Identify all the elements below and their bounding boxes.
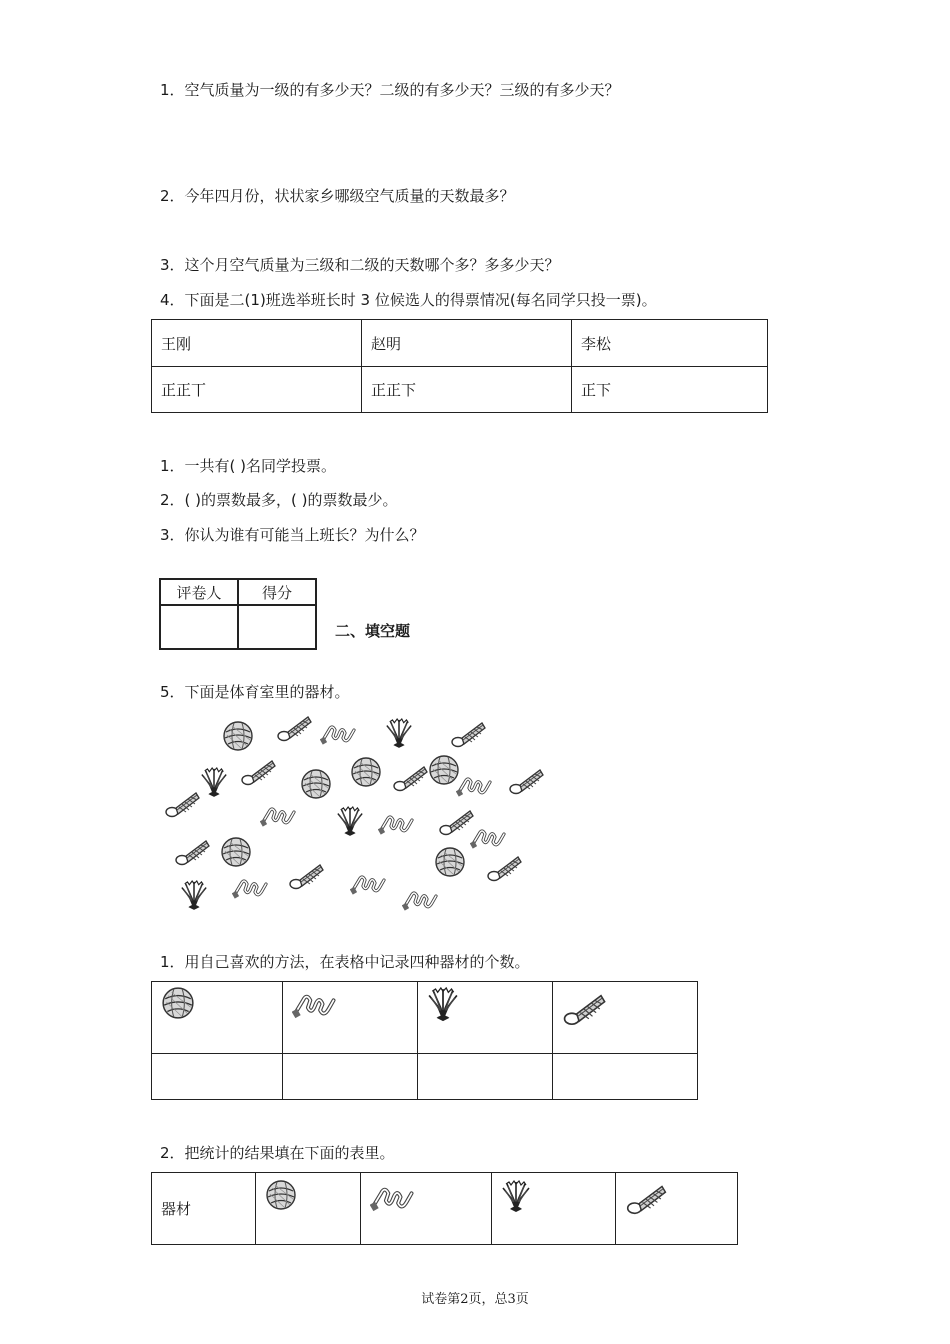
ball-icon	[222, 838, 250, 866]
jump-rope-icon	[292, 988, 336, 1020]
question-1-3: 3．这个月空气质量为三级和二级的天数哪个多？多多少天？	[160, 256, 560, 274]
jump-rope-icon	[402, 893, 436, 911]
tally-3: 正下	[572, 367, 768, 413]
record-header-rope	[283, 982, 418, 1054]
shuttlecock-icon	[387, 719, 411, 748]
ball-icon	[436, 848, 464, 876]
grader-field[interactable]	[160, 605, 238, 649]
section-title: 二、填空题	[335, 622, 411, 640]
record-table	[151, 981, 698, 1100]
result-table	[151, 1172, 738, 1245]
vote-table	[151, 319, 768, 413]
question-5-1: 1．用自己喜欢的方法，在表格中记录四种器材的个数。	[160, 953, 530, 971]
candidate-1: 王刚	[152, 320, 362, 367]
shuttlecock-icon	[202, 768, 226, 797]
result-row-label: 器材	[152, 1173, 256, 1245]
question-4-1: 1．一共有( )名同学投票。	[160, 457, 337, 475]
question-4-3: 3．你认为谁有可能当上班长？为什么？	[160, 526, 425, 544]
jump-rope-icon	[350, 877, 384, 895]
result-header-rope	[361, 1173, 492, 1245]
result-header-badminton	[616, 1173, 738, 1245]
shuttlecock-icon	[501, 1179, 531, 1213]
badminton-icon	[625, 1183, 667, 1215]
ball-icon	[352, 758, 380, 786]
grader-label: 评卷人	[160, 579, 238, 605]
result-header-shuttlecock	[492, 1173, 616, 1245]
tally-1: 正正丅	[152, 367, 362, 413]
equipment-picture	[160, 712, 550, 917]
question-1-2: 2．今年四月份，状状家乡哪级空气质量的天数最多？	[160, 187, 515, 205]
record-cell-ball[interactable]	[152, 1054, 283, 1100]
badminton-icon	[166, 793, 199, 817]
record-cell-shuttlecock[interactable]	[418, 1054, 553, 1100]
record-cell-rope[interactable]	[283, 1054, 418, 1100]
ball-icon	[224, 722, 252, 750]
badminton-icon	[488, 857, 521, 881]
badminton-icon	[510, 770, 543, 794]
shuttlecock-icon	[338, 807, 362, 836]
ball-icon	[265, 1179, 297, 1211]
ball-icon	[161, 986, 195, 1020]
question-5: 5．下面是体育室里的器材。	[160, 683, 350, 701]
question-1-1: 1．空气质量为一级的有多少天？二级的有多少天？三级的有多少天？	[160, 81, 620, 99]
record-cell-badminton[interactable]	[553, 1054, 698, 1100]
badminton-icon	[452, 723, 485, 747]
badminton-icon	[394, 767, 427, 791]
badminton-icon	[562, 992, 606, 1026]
record-header-ball	[152, 982, 283, 1054]
question-5-2: 2．把统计的结果填在下面的表里。	[160, 1144, 395, 1162]
jump-rope-icon	[378, 817, 412, 835]
jump-rope-icon	[260, 809, 294, 827]
badminton-icon	[440, 811, 473, 835]
result-header-ball	[256, 1173, 361, 1245]
score-label: 得分	[238, 579, 316, 605]
jump-rope-icon	[470, 831, 504, 849]
page-footer: 试卷第2页，总3页	[421, 1292, 529, 1307]
badminton-icon	[176, 841, 209, 865]
score-box	[159, 578, 317, 650]
record-header-shuttlecock	[418, 982, 553, 1054]
jump-rope-icon	[320, 727, 354, 745]
candidate-2: 赵明	[362, 320, 572, 367]
jump-rope-icon	[232, 881, 266, 899]
badminton-icon	[242, 761, 275, 785]
shuttlecock-icon	[182, 881, 206, 910]
tally-2: 正正下	[362, 367, 572, 413]
score-field[interactable]	[238, 605, 316, 649]
question-4: 4．下面是二(1)班选举班长时 3 位候选人的得票情况(每名同学只投一票)。	[160, 291, 657, 309]
candidate-3: 李松	[572, 320, 768, 367]
badminton-icon	[278, 717, 311, 741]
record-header-badminton	[553, 982, 698, 1054]
shuttlecock-icon	[427, 986, 459, 1022]
ball-icon	[302, 770, 330, 798]
question-4-2: 2．( )的票数最多，( )的票数最少。	[160, 491, 398, 509]
jump-rope-icon	[456, 779, 490, 797]
jump-rope-icon	[370, 1181, 414, 1213]
ball-icon	[430, 756, 458, 784]
badminton-icon	[290, 865, 323, 889]
